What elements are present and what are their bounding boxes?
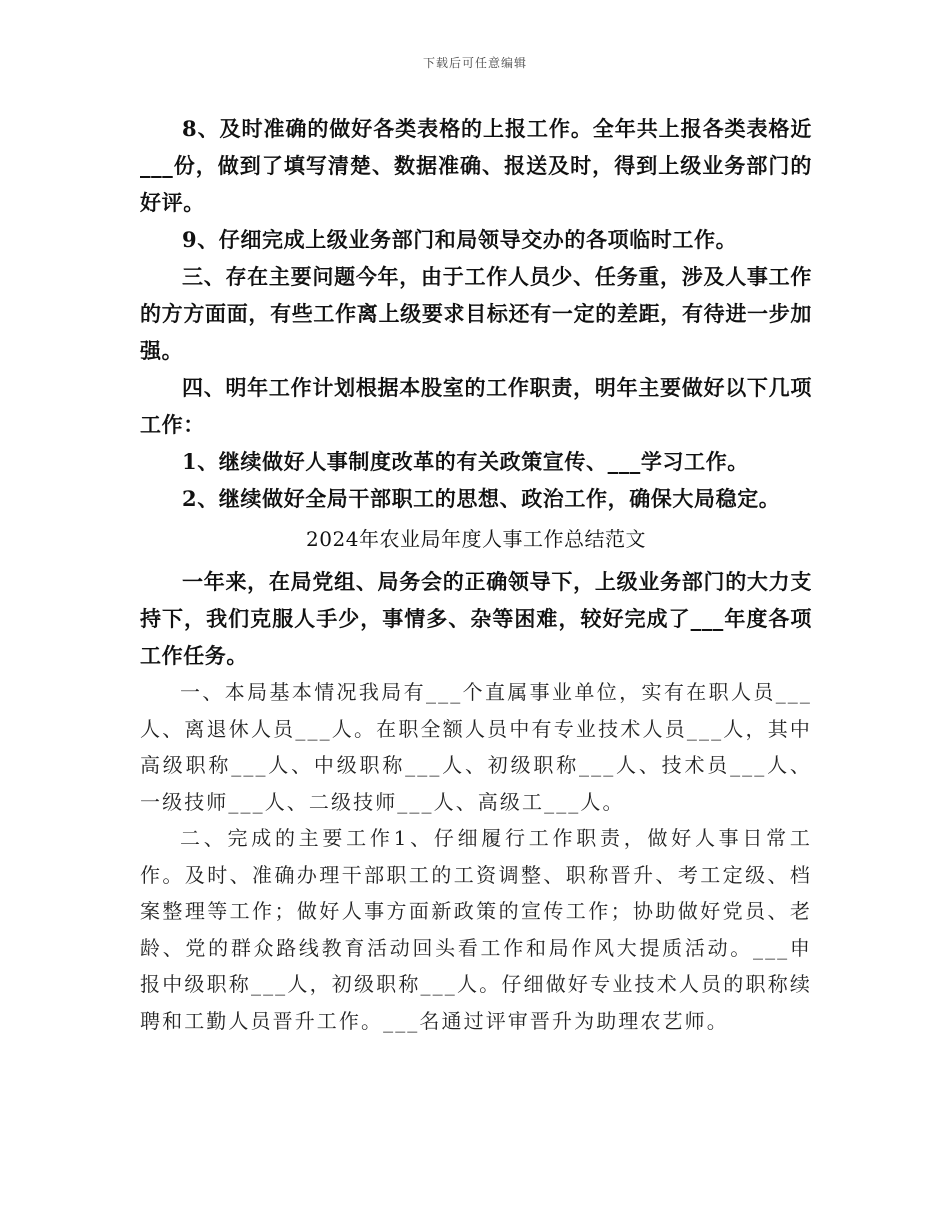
paragraph-item-9: 9、仔细完成上级业务部门和局领导交办的各项临时工作。 <box>182 227 738 252</box>
paragraph-basic-situation: 一、本局基本情况我局有___个直属事业单位，实有在职人员___人、离退休人员___人。在职全额人员中有专业技术人员___人，其中高级职称___人、中级职称___人、初级职称___人、技术员___人、一级技师___人、二级技师___人、高级工___人。 <box>140 680 812 814</box>
lead-paragraph: 一年来，在局党组、局务会的正确领导下，上级业务部门的大力支持下，我们克服人手少，事情多、杂等困难，较好完成了___年度各项工作任务。 <box>140 569 812 668</box>
document-body <box>140 110 812 1039</box>
paragraph-item-8: 8、及时准确的做好各类表格的上报工作。全年共上报各类表格近___份，做到了填写清楚、数据准确、报送及时，得到上级业务部门的好评。 <box>140 116 812 215</box>
paragraph-plan-item-1: 1、继续做好人事制度改革的有关政策宣传、___学习工作。 <box>182 449 749 474</box>
paragraph-problems: 三、存在主要问题今年，由于工作人员少、任务重，涉及人事工作的方方面面，有些工作离上级要求目标还有一定的差距，有待进一步加强。 <box>140 264 812 363</box>
paragraph-plan-item-2: 2、继续做好全局干部职工的思想、政治工作，确保大局稳定。 <box>182 486 781 511</box>
paragraph-next-year-plan: 四、明年工作计划根据本股室的工作职责，明年主要做好以下几项工作： <box>140 375 812 437</box>
paragraph-main-work: 二、完成的主要工作1、仔细履行工作职责，做好人事日常工作。及时、准确办理干部职工的工资调整、职称晋升、考工定级、档案整理等工作；做好人事方面新政策的宣传工作；协助做好党员、老龄、党的群众路线教育活动回头看工作和局作风大提质活动。___申报中级职称___人，初级职称___人。仔细做好专业技术人员的职称续聘和工勤人员晋升工作。___名通过评审晋升为助理农艺师。 <box>140 826 812 1033</box>
page-header: 下载后可任意编辑 <box>422 56 527 70</box>
section-title: 2024年农业局年度人事工作总结范文 <box>306 527 646 551</box>
